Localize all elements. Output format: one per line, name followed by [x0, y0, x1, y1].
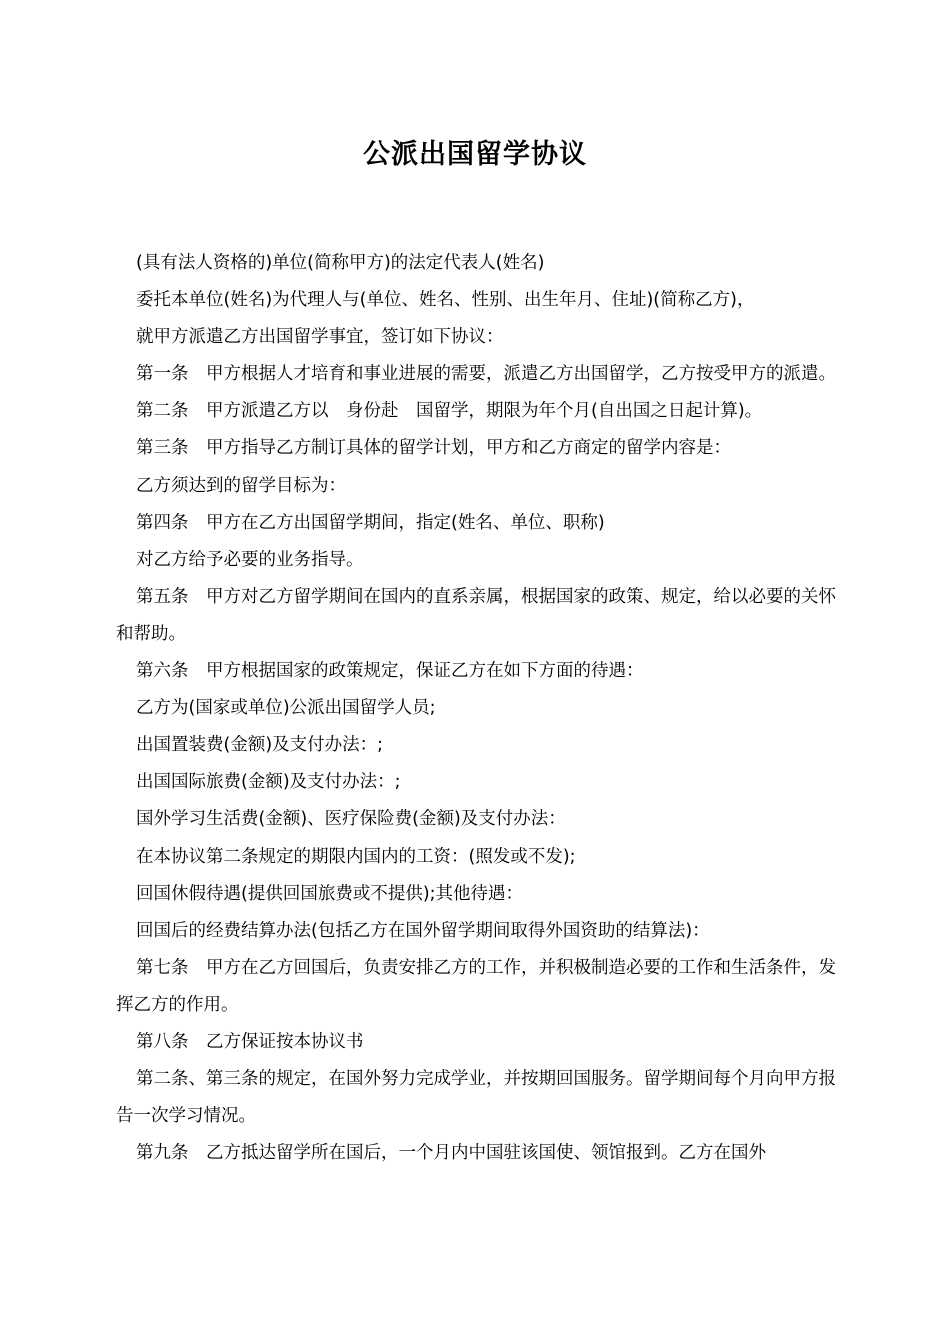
paragraph-intro-purpose: 就甲方派遣乙方出国留学事宜，签订如下协议：	[136, 327, 504, 348]
paragraph-intro-agent: 委托本单位(姓名)为代理人与(单位、姓名、性别、出生年月、住址)(简称乙方)，	[136, 290, 755, 311]
article-6-outfit-fee: 出国置装费(金额)及支付办法：;	[136, 735, 384, 756]
article-3: 第三条 甲方指导乙方制订具体的留学计划，甲方和乙方商定的留学内容是：	[136, 438, 731, 459]
article-3-goal: 乙方须达到的留学目标为：	[136, 475, 346, 496]
article-6-settlement: 回国后的经费结算办法(包括乙方在国外留学期间取得外国资助的结算法)：	[136, 920, 710, 941]
article-6: 第六条 甲方根据国家的政策规定，保证乙方在如下方面的待遇：	[136, 661, 644, 682]
article-6-salary: 在本协议第二条规定的期限内国内的工资：(照发或不发);	[136, 846, 576, 867]
article-6-vacation: 回国休假待遇(提供回国旅费或不提供);其他待遇：	[136, 883, 524, 904]
article-5: 第五条 甲方对乙方留学期间在国内的直系亲属，根据国家的政策、规定，给以必要的关怀和帮助。	[116, 586, 836, 644]
article-6-living-fee: 国外学习生活费(金额)、医疗保险费(金额)及支付办法：	[136, 809, 566, 830]
article-8: 第八条 乙方保证按本协议书	[136, 1031, 364, 1052]
article-4-guidance: 对乙方给予必要的业务指导。	[136, 549, 364, 570]
article-6-travel-fee: 出国国际旅费(金额)及支付办法：;	[136, 772, 401, 793]
article-9: 第九条 乙方抵达留学所在国后，一个月内中国驻该国使、领馆报到。乙方在国外	[136, 1143, 766, 1164]
article-2: 第二条 甲方派遣乙方以 身份赴 国留学，期限为年个月(自出国之日起计算)。	[136, 401, 763, 422]
article-8-obligations: 第二条、第三条的规定，在国外努力完成学业，并按期回国服务。留学期间每个月向甲方报告一次学习情况。	[116, 1069, 836, 1127]
article-4: 第四条 甲方在乙方出国留学期间，指定(姓名、单位、职称)	[136, 512, 605, 533]
paragraph-intro-party-a: (具有法人资格的)单位(简称甲方)的法定代表人(姓名)	[136, 253, 545, 273]
document-body	[116, 245, 836, 1172]
document-title: 公派出国留学协议	[363, 139, 587, 170]
article-7: 第七条 甲方在乙方回国后，负责安排乙方的工作，并积极制造必要的工作和生活条件，发挥乙方的作用。	[116, 957, 836, 1015]
article-1: 第一条 甲方根据人才培育和事业进展的需要，派遣乙方出国留学，乙方按受甲方的派遣。	[136, 364, 836, 385]
article-6-status: 乙方为(国家或单位)公派出国留学人员;	[136, 698, 436, 719]
